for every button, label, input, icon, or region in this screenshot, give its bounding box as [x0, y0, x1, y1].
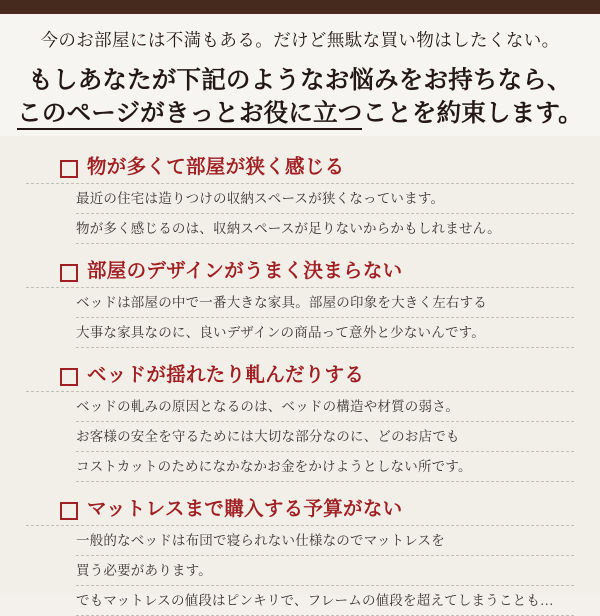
problem-line: ベッドの軋みの原因となるのは、ベッドの構造や材質の弱さ。: [76, 392, 574, 422]
top-decorative-bar: [0, 0, 600, 14]
problem-line: でもマットレスの値段はピンキリで、フレームの値段を超えてしまうことも…: [76, 586, 574, 616]
problem-title-text: 物が多くて部屋が狭く感じる: [87, 157, 345, 179]
problem-title-text: マットレスまで購入する予算がない: [87, 499, 403, 521]
problem-line: お客様の安全を守るためには大切な部分なのに、どのお店でも: [76, 422, 574, 452]
problem-line: 物が多く感じるのは、収納スペースが足りないからかもしれません。: [76, 214, 574, 244]
problem-lines: [76, 392, 574, 482]
problem-line: 大事な家具なのに、良いデザインの商品って意外と少ないんです。: [76, 318, 574, 348]
problem-title-text: 部屋のデザインがうまく決まらない: [87, 261, 403, 283]
problem-block: [26, 154, 574, 244]
headline-main-line2-underlined: このページがきっとお役に立つ: [17, 100, 362, 130]
problem-title-row: [26, 258, 574, 288]
problem-lines: [76, 184, 574, 244]
problem-title: [60, 497, 402, 523]
problem-title: [60, 155, 344, 181]
problem-block: [26, 258, 574, 348]
problem-title: [60, 259, 402, 285]
problem-list-panel: [0, 136, 600, 608]
headline-subtitle: 今のお部屋には不満もある。だけど無駄な買い物はしたくない。: [40, 30, 560, 50]
problem-lines: [76, 526, 574, 616]
headline-main-line2-rest: ことを約束します。: [362, 100, 583, 128]
checkbox-icon: [60, 160, 78, 178]
problem-line: 買う必要があります。: [76, 556, 574, 586]
problem-title-row: [26, 496, 574, 526]
problem-title-row: [26, 154, 574, 184]
headline-main-line2: [0, 97, 600, 130]
checkbox-icon: [60, 502, 78, 520]
problem-line: 一般的なベッドは布団で寝られない仕様なのでマットレスを: [76, 526, 574, 556]
problem-title-row: [26, 362, 574, 392]
problem-line: ベッドは部屋の中で一番大きな家具。部屋の印象を大きく左右する: [76, 288, 574, 318]
checkbox-icon: [60, 264, 78, 282]
problem-block: [26, 496, 574, 616]
problem-title: [60, 363, 364, 389]
headline-main-line1: もしあなたが下記のようなお悩みをお持ちなら、: [28, 67, 572, 94]
problem-lines: [76, 288, 574, 348]
headline-main: [0, 51, 600, 131]
top-decorative-bar-inner: [0, 0, 600, 11]
headline-section: [0, 14, 600, 136]
problem-line: 最近の住宅は造りつけの収納スペースが狭くなっています。: [76, 184, 574, 214]
checkbox-icon: [60, 368, 78, 386]
problem-line: コストカットのためになかなかお金をかけようとしない所です。: [76, 452, 574, 482]
problem-block: [26, 362, 574, 482]
problem-title-text: ベッドが揺れたり軋んだりする: [87, 365, 365, 387]
